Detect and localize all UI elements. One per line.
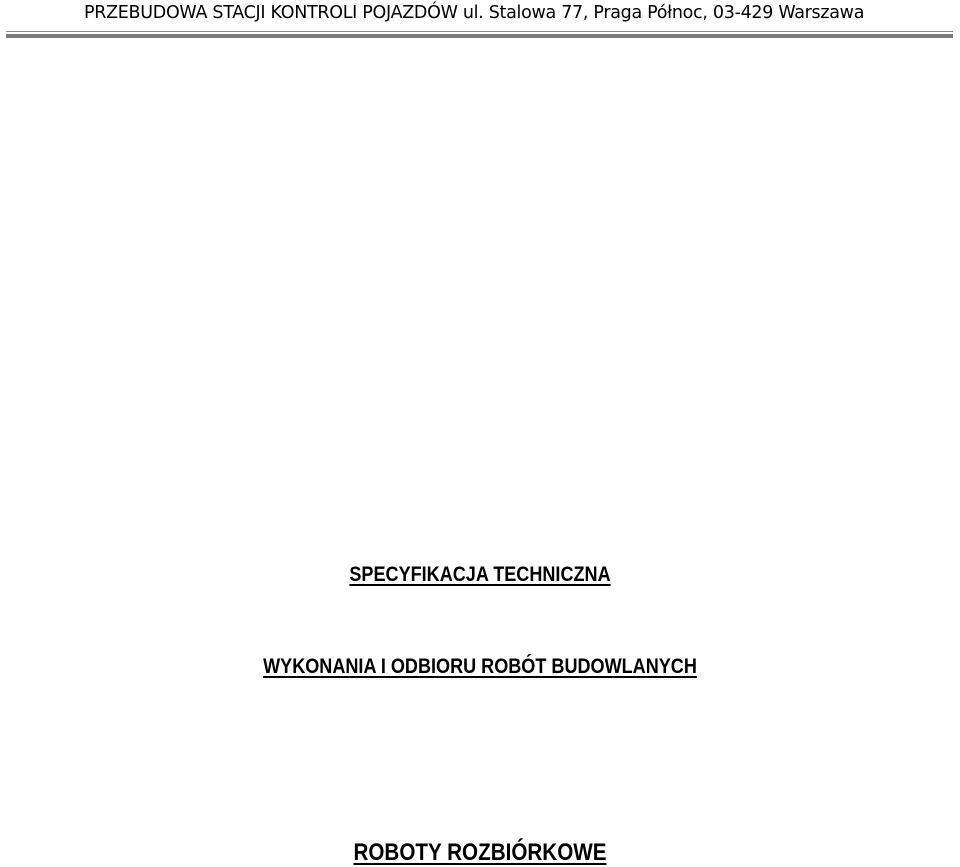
header-rule-thin <box>6 31 953 32</box>
page-header <box>0 0 960 44</box>
header-project-title: PRZEBUDOWA STACJI KONTROLI POJAZDÓW ul. Stalowa 77, Praga Północ, 03-429 Warszawa <box>84 3 865 23</box>
document-title: SPECYFIKACJA TECHNICZNA <box>349 563 611 586</box>
header-rule-thick <box>6 34 953 38</box>
document-subtitle: WYKONANIA I ODBIORU ROBÓT BUDOWLANYCH <box>263 655 697 678</box>
document-section-title: ROBOTY ROZBIÓRKOWE <box>353 839 607 866</box>
